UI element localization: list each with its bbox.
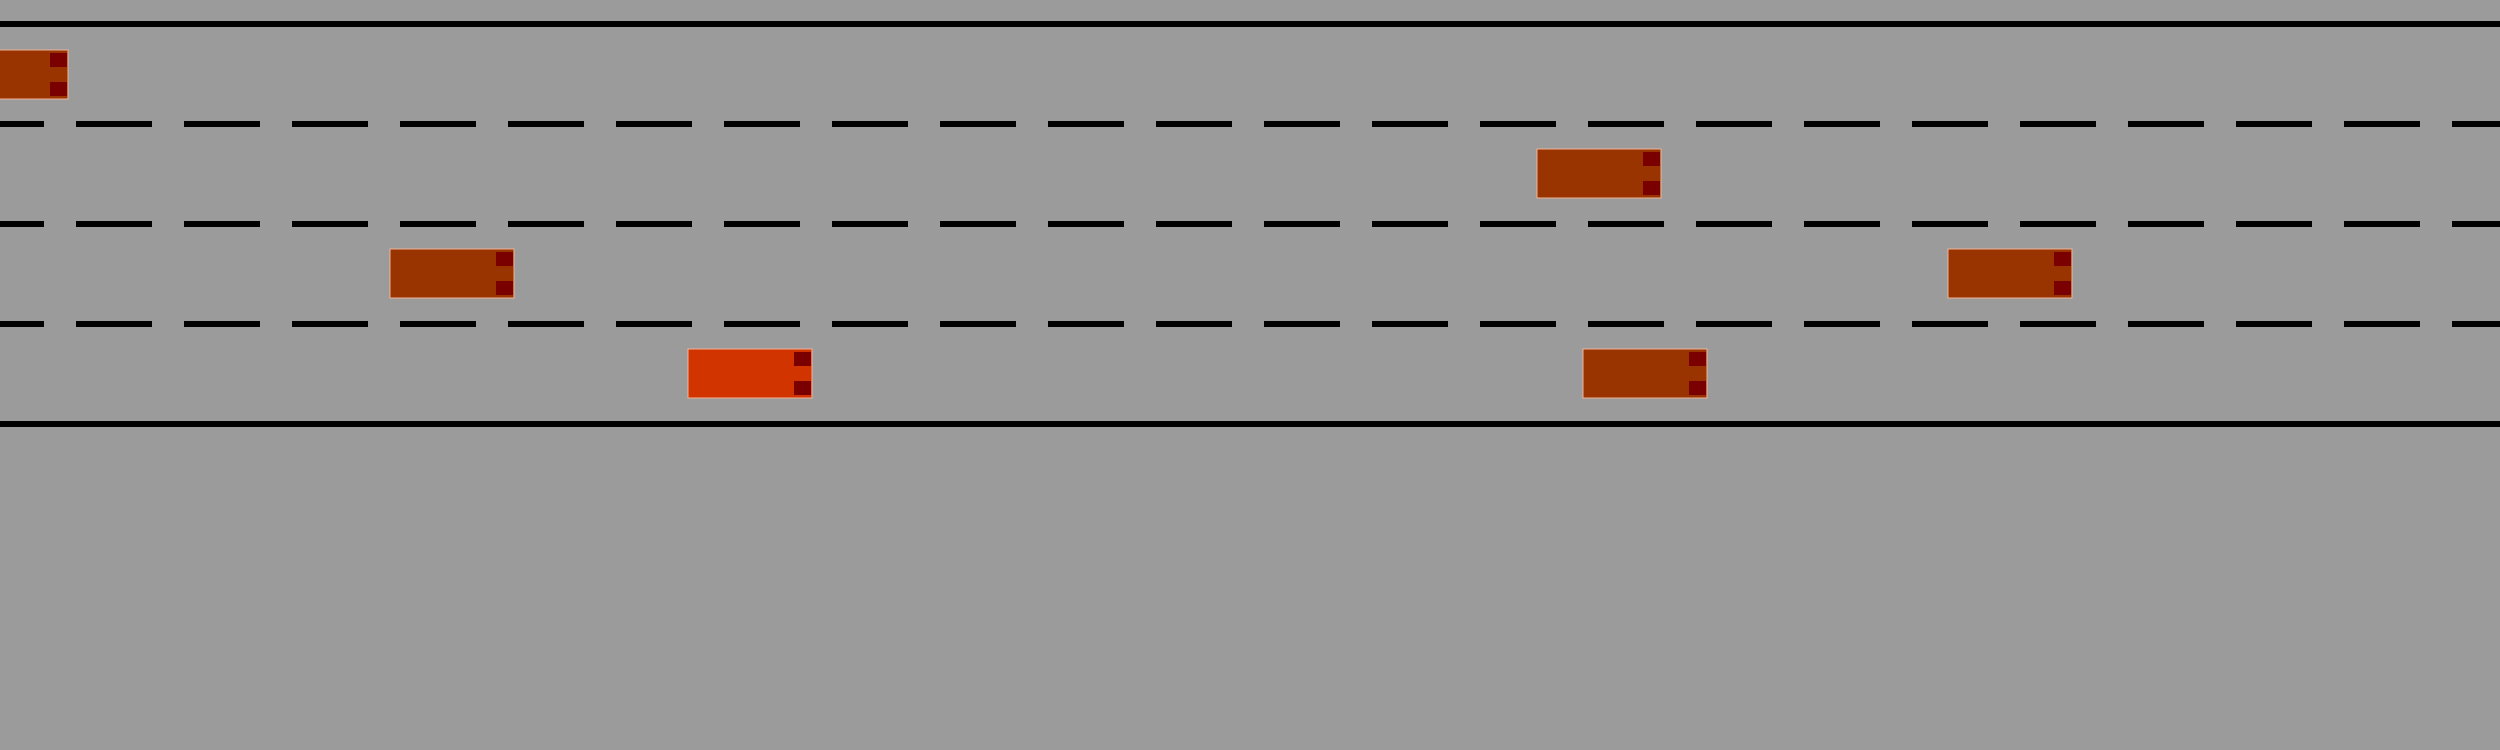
headlight-right bbox=[496, 281, 513, 295]
headlight-right bbox=[1689, 381, 1706, 395]
road-edge-top bbox=[0, 21, 2500, 27]
vehicle-body bbox=[1948, 249, 2072, 298]
headlight-left bbox=[2054, 252, 2071, 266]
vehicle-1 bbox=[0, 50, 68, 99]
headlight-left bbox=[1689, 352, 1706, 366]
headlight-right bbox=[50, 82, 67, 96]
road-edge-bottom bbox=[0, 421, 2500, 427]
headlight-left bbox=[496, 252, 513, 266]
ego-vehicle bbox=[688, 349, 812, 398]
headlight-left bbox=[1643, 152, 1660, 166]
vehicle-3 bbox=[390, 249, 514, 298]
vehicle-body bbox=[390, 249, 514, 298]
headlight-right bbox=[2054, 281, 2071, 295]
headlight-right bbox=[794, 381, 811, 395]
vehicle-body bbox=[688, 349, 812, 398]
vehicle-5 bbox=[1583, 349, 1707, 398]
vehicle-4 bbox=[1948, 249, 2072, 298]
vehicle-2 bbox=[1537, 149, 1661, 198]
headlight-right bbox=[1643, 181, 1660, 195]
headlight-left bbox=[794, 352, 811, 366]
vehicle-body bbox=[1583, 349, 1707, 398]
vehicle-body bbox=[1537, 149, 1661, 198]
headlight-left bbox=[50, 53, 67, 67]
